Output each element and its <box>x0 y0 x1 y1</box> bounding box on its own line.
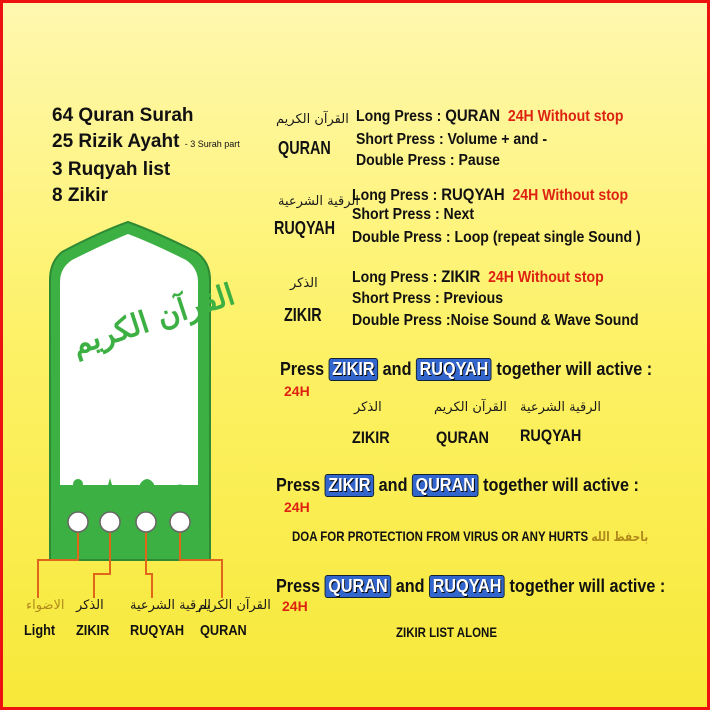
zikir-button[interactable] <box>100 512 120 532</box>
combo1-ruqyah-arabic: الرقية الشرعية <box>520 400 601 415</box>
combo1-quran-arabic: القرآن الكريم <box>434 400 507 415</box>
quran-double-press: Double Press : Pause <box>356 152 500 169</box>
combo1-ruqyah-label: RUQYAH <box>520 426 582 445</box>
zikir-mode-arabic: الذكر <box>290 276 318 291</box>
ruqyah-double-press: Double Press : Loop (repeat single Sound ) <box>352 229 641 246</box>
combo-quran-ruqyah: Press QURAN and RUQYAH together will active : <box>276 576 666 596</box>
spec-item: 25 Rizik Ayaht - 3 Surah part <box>52 131 240 152</box>
zikir-short-press: Short Press : Previous <box>352 290 504 307</box>
quran-arabic: القرآن الكريم <box>198 598 271 613</box>
ruqyah-arabic: الرقية الشرعية <box>130 598 211 613</box>
spec-item: 8 Zikir <box>52 185 108 206</box>
combo-zikir-quran: Press ZIKIR and QURAN together will active : <box>276 475 639 495</box>
quran-mode-arabic: القرآن الكريم <box>276 112 349 127</box>
ruqyah-button[interactable] <box>136 512 156 532</box>
combo1-quran-label: QURAN <box>436 428 489 447</box>
quran-button[interactable] <box>170 512 190 532</box>
zikir-label: ZIKIR <box>76 622 110 639</box>
zikir-arabic: الذكر <box>76 598 104 613</box>
combo3-hours: 24H <box>282 598 308 614</box>
quran-mode-label: QURAN <box>278 138 331 158</box>
combo1-zikir-arabic: الذكر <box>354 400 382 415</box>
zikir-mode-label: ZIKIR <box>284 305 322 325</box>
ruqyah-short-press: Short Press : Next <box>352 206 475 223</box>
combo1-zikir-label: ZIKIR <box>352 428 390 447</box>
calligraphy-logo: القرآن الكريم <box>67 277 240 363</box>
lightbulb-icon <box>73 479 83 489</box>
light-button[interactable] <box>68 512 88 532</box>
ruqyah-mode-label: RUQYAH <box>274 218 336 238</box>
ruqyah-long-press: Long Press : RUQYAH 24H Without stop <box>352 185 629 204</box>
combo1-hours: 24H <box>284 383 310 399</box>
zikir-double-press: Double Press :Noise Sound & Wave Sound <box>352 312 639 329</box>
combo-zikir-ruqyah: Press ZIKIR and RUQYAH together will active : <box>280 359 653 379</box>
quran-long-press: Long Press : QURAN 24H Without stop <box>356 106 624 125</box>
zikir-long-press: Long Press : ZIKIR 24H Without stop <box>352 267 604 286</box>
quran-label-bottom: QURAN <box>200 622 247 639</box>
light-label: Light <box>24 622 56 639</box>
combo2-result: DOA FOR PROTECTION FROM VIRUS OR ANY HURTS باحفظ الله <box>292 528 649 545</box>
ruqyah-mode-arabic: الرقية الشرعية <box>278 194 359 209</box>
light-arabic: الاضواء <box>26 598 65 613</box>
spec-item: 3 Ruqyah list <box>52 159 171 180</box>
book-icon <box>174 486 186 490</box>
quran-short-press: Short Press : Volume + and - <box>356 131 548 148</box>
combo2-hours: 24H <box>284 499 310 515</box>
spec-item: 64 Quran Surah <box>52 105 194 126</box>
ruqyah-label: RUQYAH <box>130 622 185 639</box>
combo2-arabic: باحفظ الله <box>591 530 649 545</box>
combo3-result: ZIKIR LIST ALONE <box>396 624 497 640</box>
